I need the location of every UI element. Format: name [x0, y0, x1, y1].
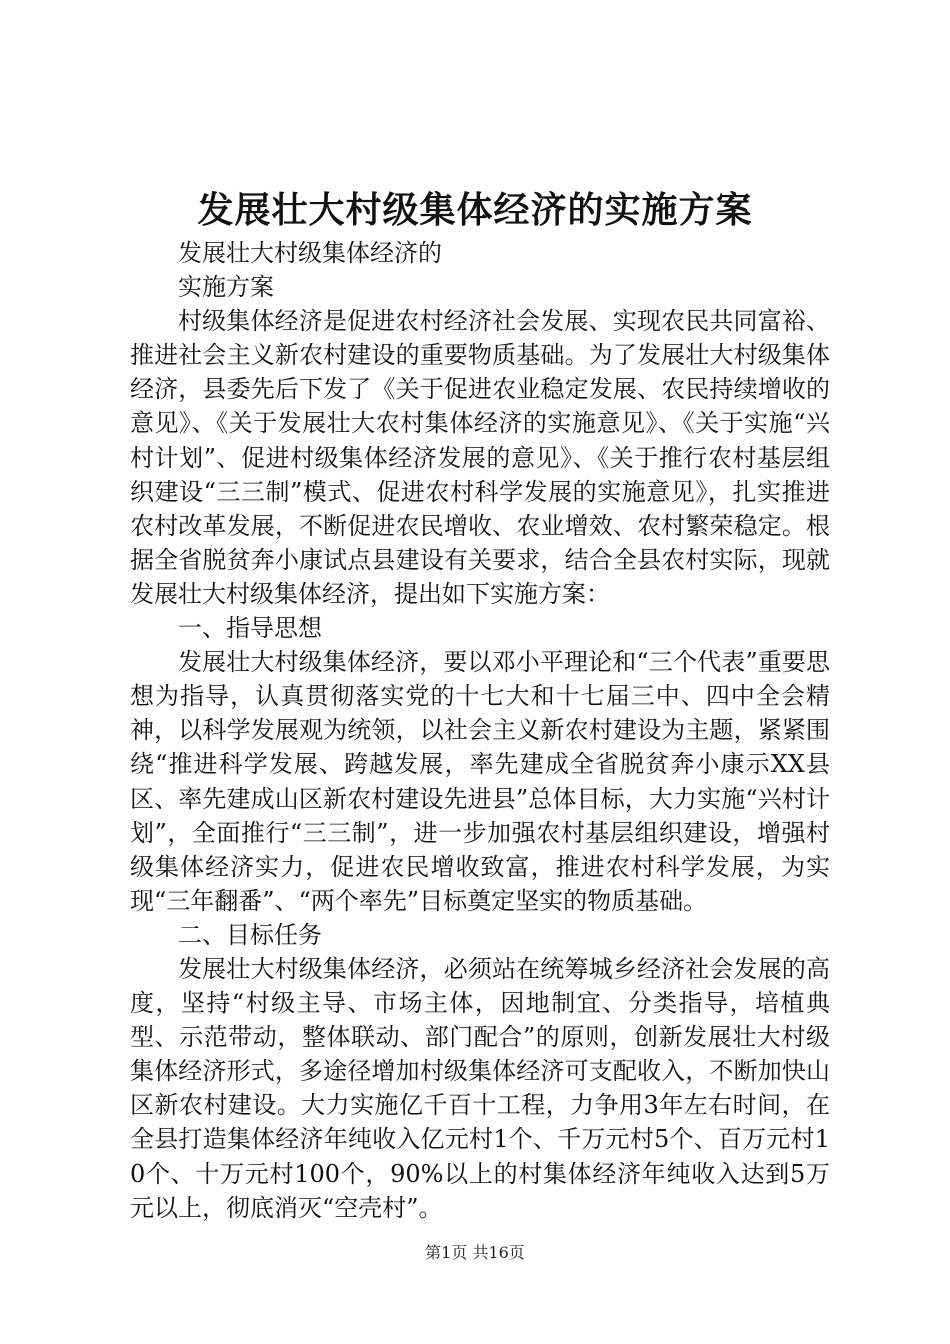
section-heading-objectives: 二、目标任务	[178, 920, 322, 949]
page-footer: 第1页 共16页	[425, 1243, 525, 1262]
paragraph-subtitle-line-2: 实施方案	[178, 273, 274, 302]
section-heading-guiding-ideology: 一、指导思想	[178, 614, 322, 643]
paragraph-guiding-ideology: 发展壮大村级集体经济，要以邓小平理论和“三个代表”重要思想为指导，认真贯彻落实党的十七大和十七届三中、四中全会精神，以科学发展观为统领，以社会主义新农村建设为主题，紧紧围绕“推进科学发展、跨越发展，率先建成全省脱贫奔小康示XX县区、率先建成山区新农村建设先进县”总体目标，大力实施“兴村计划”，全面推行“三三制”，进一步加强农村基层组织建设，增强村级集体经济实力，促进农民增收致富，推进农村科学发展，为实现“三年翻番”、“两个率先”目标奠定坚实的物质基础。	[130, 648, 830, 915]
paragraph-subtitle-line-1: 发展壮大村级集体经济的	[178, 239, 442, 267]
document-title: 发展壮大村级集体经济的实施方案	[197, 189, 753, 231]
paragraph-introduction: 村级集体经济是促进农村经济社会发展、实现农民共同富裕、推进社会主义新农村建设的重要物质基础。为了发展壮大村级集体经济，县委先后下发了《关于促进农业稳定发展、农民持续增收的意见》、《关于发展壮大农村集体经济的实施意见》、《关于实施“兴村计划”、促进村级集体经济发展的意见》、《关于推行农村基层组织建设“三三制”模式、促进农村科学发展的实施意见》，扎实推进农村改革发展，不断促进农民增收、农业增效、农村繁荣稳定。根据全省脱贫奔小康试点县建设有关要求，结合全县农村实际，现就发展壮大村级集体经济，提出如下实施方案：	[130, 307, 830, 608]
document-body	[130, 236, 830, 1225]
paragraph-objectives: 发展壮大村级集体经济，必须站在统筹城乡经济社会发展的高度，坚持“村级主导、市场主体，因地制宜、分类指导，培植典型、示范带动，整体联动、部门配合”的原则，创新发展壮大村级集体经济形式，多途径增加村级集体经济可支配收入，不断加快山区新农村建设。大力实施亿千百十工程，力争用3年左右时间，在全县打造集体经济年纯收入亿元村1个、千万元村5个、百万元村10个、十万元村100个，90%以上的村集体经济年纯收入达到5万元以上，彻底消灭“空壳村”。	[130, 954, 830, 1222]
